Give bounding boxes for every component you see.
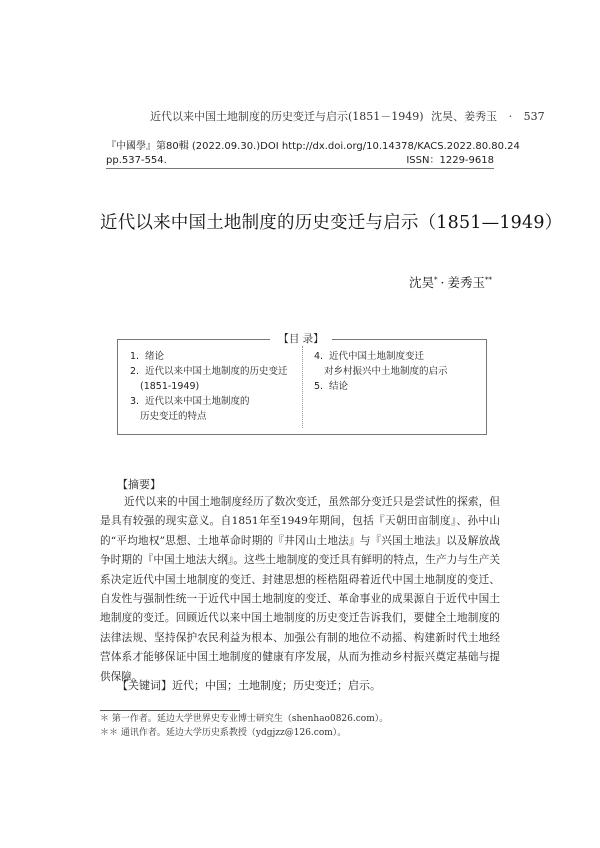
author-separator: · <box>440 275 445 290</box>
page-range: pp.537-554. <box>106 155 167 166</box>
footnote-2: ＊＊ 通讯作者。延边大学历史系教授（ydgjzz@126.com）。 <box>100 728 347 738</box>
journal-info: 『中國學』第80輯 (2022.09.30.) <box>106 141 261 152</box>
author-2: 姜秀玉 <box>447 275 485 290</box>
toc-item-text: 近代以来中国土地制度的 <box>145 396 250 407</box>
table-of-contents <box>117 339 487 435</box>
toc-column-divider <box>302 346 303 428</box>
toc-item-number: 5. <box>314 381 324 392</box>
authors <box>409 273 492 291</box>
toc-item[interactable] <box>130 364 288 394</box>
running-head-authors: 沈昊、姜秀玉 <box>431 110 498 123</box>
toc-heading: 【目 录】 <box>270 331 332 346</box>
toc-item-number: 1. <box>130 351 140 362</box>
footnote-divider <box>100 710 240 711</box>
toc-item-continuation: 历史变迁的特点 <box>140 411 207 422</box>
meta-divider <box>106 168 494 169</box>
toc-item-number: 3. <box>130 396 140 407</box>
toc-item-number: 4. <box>314 351 324 362</box>
toc-item[interactable] <box>130 394 288 424</box>
doi-link[interactable]: DOI http://dx.doi.org/10.14378/KACS.2022.80.80.24 <box>260 141 520 152</box>
toc-item-text: 绪论 <box>145 351 165 362</box>
author-2-mark: ** <box>485 275 492 284</box>
author-1: 沈昊 <box>408 275 434 290</box>
running-head <box>150 108 545 124</box>
keywords-text: 近代；中国；土地制度；历史变迁；启示。 <box>172 679 381 692</box>
abstract-body: 近代以来的中国土地制度经历了数次变迁，虽然部分变迁只是尝试性的探索，但是具有较强的现实意义。自1851年至1949年期间，包括『天朝田亩制度』、孙中山的“平均地权”思想、土地革命时期的『井冈山土地法』与『兴国土地法』以及解放战争时期的『中国土地法大纲』。这些土地制度的变迁具有鲜明的特点，生产力与生产关系决定近代中国土地制度的变迁、封建思想的桎梏阻碍着近代中国土地制度的变迁、自发性与强制性统一于近代中国土地制度的变迁、革命事业的成果源自于近代中国土地制度的变迁。回顾近代以来中国土地制度的历史变迁告诉我们，要健全土地制度的法律法规、坚持保护农民利益为根本、加强公有制的地位不动摇、构建新时代土地经营体系才能够保证中国土地制度的健康有序发展，从而为推动乡村振兴奠定基础与提供保障。 <box>100 496 500 683</box>
toc-item-text: 结论 <box>329 381 349 392</box>
author-1-mark: * <box>434 275 438 284</box>
issn: ISSN：1229-9618 <box>406 155 494 166</box>
footnote-1: ＊ 第一作者。延边大学世界史专业博士研究生（shenhao0826.com）。 <box>100 714 389 724</box>
running-head-title: 近代以来中国土地制度的历史变迁与启示(1851－1949) <box>150 110 424 123</box>
toc-item-number: 2. <box>130 366 140 377</box>
keywords-label: 【关键词】 <box>117 679 172 692</box>
toc-item[interactable] <box>314 379 448 394</box>
toc-item[interactable] <box>314 349 448 379</box>
article-meta <box>106 140 520 168</box>
toc-item-continuation: 对乡村振兴中土地制度的启示 <box>324 366 448 377</box>
abstract-heading: 【摘要】 <box>117 478 161 491</box>
article-title: 近代以来中国土地制度的历史变迁与启示（1851—1949） <box>100 213 563 233</box>
keywords <box>117 677 381 693</box>
toc-item[interactable] <box>130 349 288 364</box>
toc-item-continuation: (1851-1949) <box>140 381 200 392</box>
footnotes <box>100 712 500 740</box>
toc-right-column <box>314 349 448 394</box>
running-head-separator: · <box>508 110 513 123</box>
page-number: 537 <box>523 110 545 123</box>
toc-item-text: 近代中国土地制度变迁 <box>329 351 425 362</box>
toc-left-column <box>130 349 288 424</box>
toc-item-text: 近代以来中国土地制度的历史变迁 <box>145 366 288 377</box>
